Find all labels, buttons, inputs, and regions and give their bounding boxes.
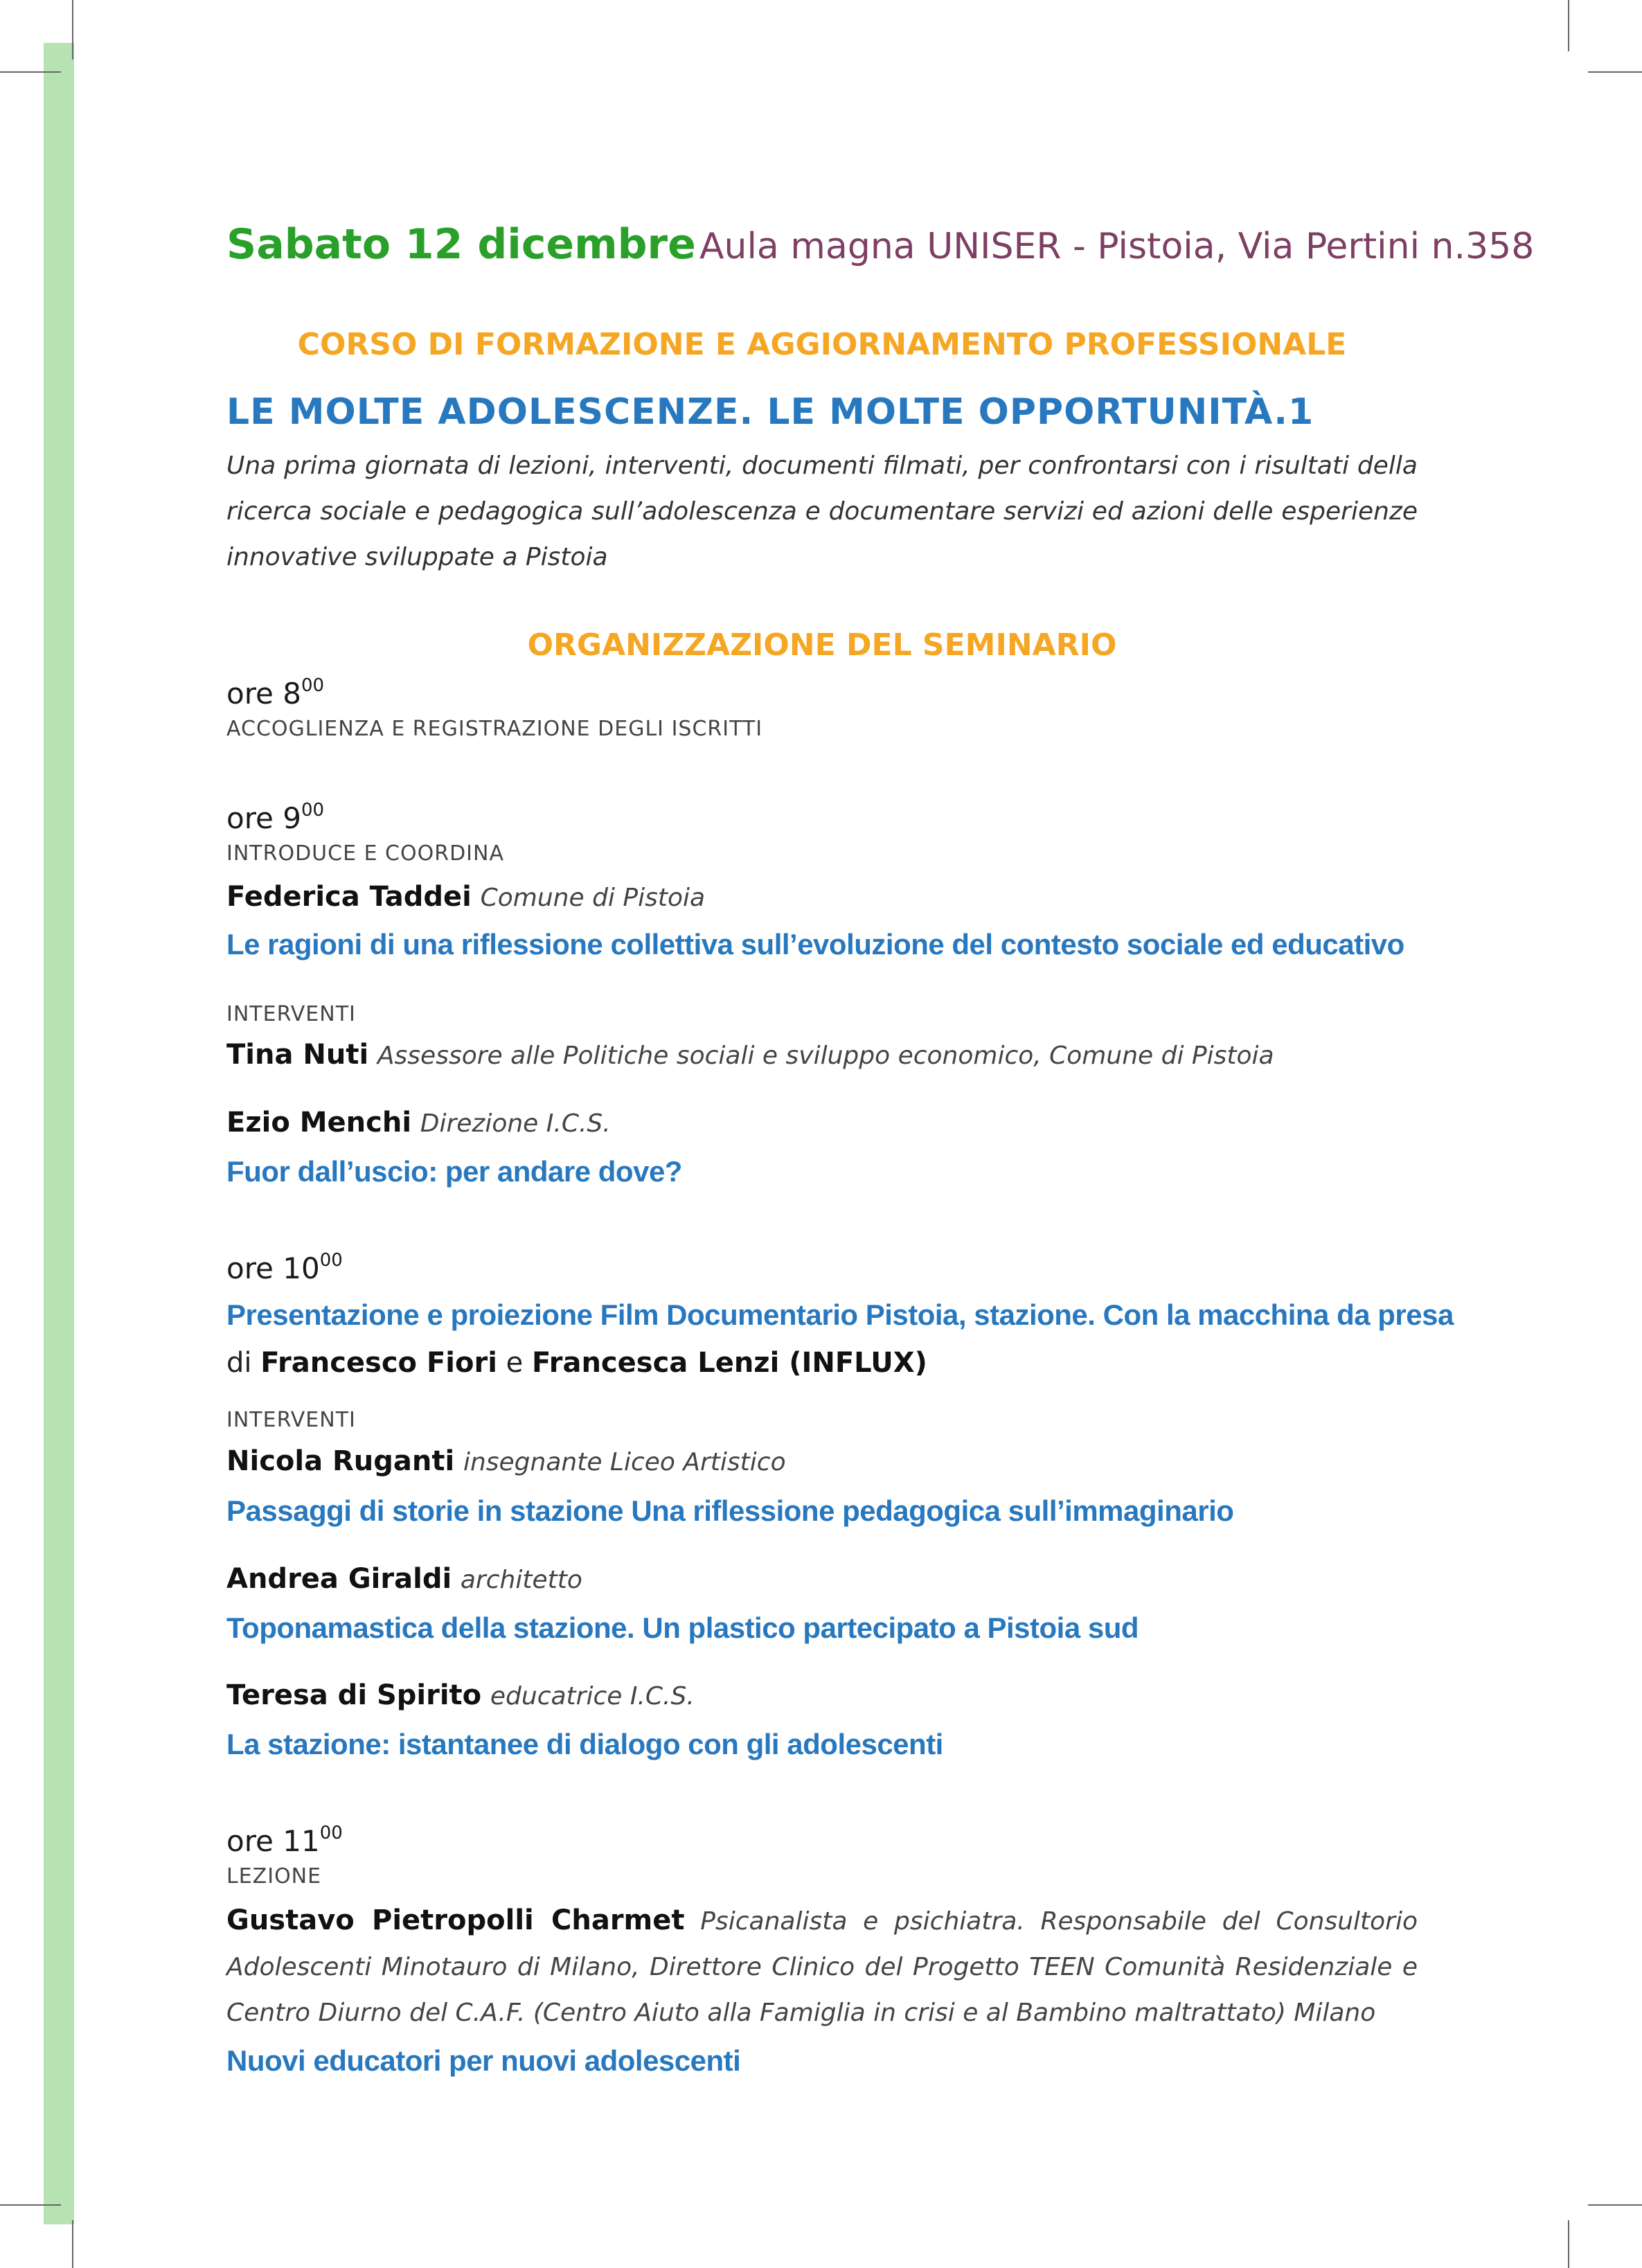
crop-mark-top-right (1588, 71, 1642, 73)
speaker-role: Direzione I.C.S. (420, 1109, 611, 1138)
time-minutes: 00 (301, 675, 325, 696)
author-1: Francesco Fiori (260, 1347, 497, 1379)
speaker-name: Teresa di Spirito (226, 1679, 482, 1711)
time-prefix: ore (226, 1824, 274, 1858)
speaker-andrea-giraldi (226, 1563, 582, 1595)
time-hour: 8 (283, 677, 301, 711)
talk-title: La stazione: istantanee di dialogo con gli adolescenti (226, 1728, 943, 1760)
speaker-ezio-menchi (226, 1107, 611, 1139)
time-hour: 9 (283, 801, 301, 835)
time-prefix: ore (226, 677, 274, 711)
speaker-name: Gustavo Pietropolli Charmet (226, 1904, 685, 1936)
speaker-name: Andrea Giraldi (226, 1563, 452, 1595)
speaker-role: Psicanalista e psichiatra. Responsabile del Consultorio Adolescenti Minotauro di Milano, Direttore Clinico del Progetto TEEN Comunità Residenziale e Centro Diurno del C.A.F. (Centro Aiuto alla Famiglia in crisi e al Bambino maltrattato) Milano (226, 1907, 1418, 2027)
time-block3 (226, 1250, 343, 1285)
speaker-name: Federica Taddei (226, 881, 472, 913)
green-side-bar (44, 43, 74, 2224)
event-venue: Aula magna UNISER - Pistoia, Via Pertini n.358 (699, 226, 1535, 267)
speaker-gustavo-pietropolli-charmet (226, 1898, 1418, 2036)
speaker-teresa-di-spirito (226, 1679, 695, 1711)
by-e: e (506, 1347, 524, 1379)
block4-label: LEZIONE (226, 1864, 322, 1888)
speaker-nicola-ruganti (226, 1445, 786, 1477)
interventi-label: INTERVENTI (226, 1002, 356, 1026)
time-minutes: 00 (319, 1823, 343, 1843)
time-block1 (226, 675, 324, 711)
speaker-federica-taddei (226, 881, 705, 913)
crop-mark-bottom-right-v (1568, 2220, 1569, 2268)
crop-mark-bottom-left (0, 2204, 61, 2206)
by-di: di (226, 1347, 252, 1379)
talk-title: Passaggi di storie in stazione Una riflessione pedagogica sull’immaginario (226, 1494, 1234, 1527)
block1-label: ACCOGLIENZA E REGISTRAZIONE DEGLI ISCRITTI (226, 717, 763, 741)
time-minutes: 00 (319, 1250, 343, 1271)
speaker-role: Comune di Pistoia (480, 884, 706, 912)
time-hour: 10 (283, 1251, 320, 1285)
time-minutes: 00 (301, 800, 325, 821)
film-authors (226, 1347, 927, 1379)
course-label: CORSO DI FORMAZIONE E AGGIORNAMENTO PROFESSIONALE (297, 327, 1347, 362)
crop-mark-top-left-v (72, 0, 73, 60)
org-label: ORGANIZZAZIONE DEL SEMINARIO (527, 627, 1117, 663)
crop-mark-bottom-right (1588, 2204, 1642, 2206)
film-title: Presentazione e proiezione Film Documentario Pistoia, stazione. Con la macchina da presa (226, 1298, 1454, 1331)
time-hour: 11 (283, 1824, 320, 1858)
talk-title: Fuor dall’uscio: per andare dove? (226, 1155, 682, 1188)
author-2: Francesca Lenzi (INFLUX) (531, 1347, 927, 1379)
time-prefix: ore (226, 801, 274, 835)
intro-paragraph: Una prima giornata di lezioni, interventi, documenti filmati, per confrontarsi con i risultati della ricerca sociale e pedagogica sull’adolescenza e documentare servizi ed azioni delle esperienze innovative sviluppate a Pistoia (226, 452, 1418, 571)
time-block4 (226, 1823, 343, 1858)
time-block2 (226, 800, 324, 835)
speaker-role: insegnante Liceo Artistico (463, 1448, 786, 1476)
block2-label: INTRODUCE E COORDINA (226, 841, 504, 866)
speaker-name: Nicola Ruganti (226, 1445, 455, 1477)
interventi-label: INTERVENTI (226, 1408, 356, 1432)
speaker-name: Ezio Menchi (226, 1107, 412, 1139)
talk-title: Le ragioni di una riflessione collettiva sull’evoluzione del contesto sociale ed educativo (226, 928, 1404, 961)
main-title: LE MOLTE ADOLESCENZE. LE MOLTE OPPORTUNITÀ.1 (226, 391, 1314, 433)
crop-mark-top-left (0, 71, 61, 73)
speaker-tina-nuti (226, 1039, 1274, 1071)
speaker-role: Assessore alle Politiche sociali e sviluppo economico, Comune di Pistoia (377, 1042, 1274, 1070)
crop-mark-bottom-left-v (72, 2220, 73, 2268)
event-date: Sabato 12 dicembre (226, 220, 696, 269)
talk-title: Nuovi educatori per nuovi adolescenti (226, 2044, 741, 2077)
crop-mark-top-right-v (1568, 0, 1569, 51)
time-prefix: ore (226, 1251, 274, 1285)
talk-title: Toponamastica della stazione. Un plastico partecipato a Pistoia sud (226, 1611, 1139, 1644)
header-line (226, 220, 1534, 269)
speaker-name: Tina Nuti (226, 1039, 369, 1071)
speaker-role: architetto (460, 1566, 582, 1594)
speaker-role: educatrice I.C.S. (490, 1682, 695, 1711)
